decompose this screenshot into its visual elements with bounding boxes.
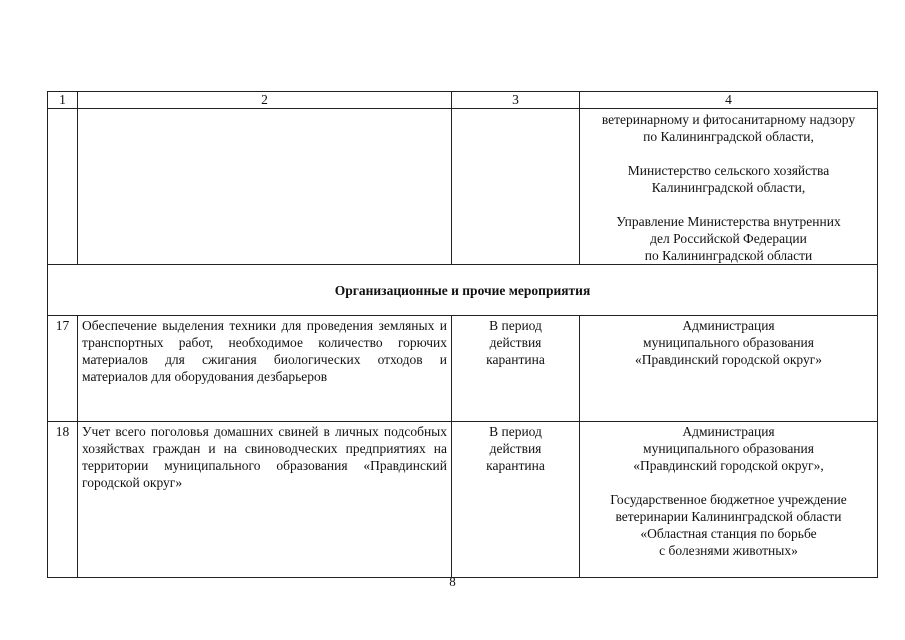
page-number: 8: [449, 574, 456, 589]
column-number-row: [48, 92, 878, 109]
org-line: по Калининградской области,: [643, 129, 814, 144]
column-number-2: 2: [78, 92, 452, 109]
org-line: по Калининградской области: [644, 248, 813, 263]
org-line: Калининградской области,: [651, 180, 806, 195]
org-line: «Правдинский городской округ»,: [633, 458, 824, 473]
org-line: Администрация: [682, 424, 775, 439]
row-responsible: [580, 316, 878, 422]
row-description: Обеспечение выделения техники для проведения земляных и транспортных работ, необходимое количество горючих материалов для сжигания биологических отходов и материалов для оборудования дезбарьеров: [78, 316, 452, 422]
table-row: [48, 422, 878, 578]
org-line: дел Российской Федерации: [650, 231, 807, 246]
continuation-row: [48, 109, 878, 265]
org-line: с болезнями животных»: [659, 543, 798, 558]
period-line: действия: [489, 335, 542, 350]
continuation-text-cell: [78, 109, 452, 265]
period-line: карантина: [486, 458, 545, 473]
org-line: Министерство сельского хозяйства: [627, 163, 830, 178]
section-row: [48, 265, 878, 316]
column-number-4: 4: [580, 92, 878, 109]
org-line: «Правдинский городской округ»: [634, 352, 823, 367]
org-line: муниципального образования: [643, 441, 814, 456]
org-line: «Областная станция по борьбе: [640, 526, 817, 541]
row-responsible: [580, 422, 878, 578]
row-period: [452, 316, 580, 422]
continuation-period-cell: [452, 109, 580, 265]
org-line: Государственное бюджетное учреждение: [610, 492, 847, 507]
period-line: В период: [489, 318, 542, 333]
continuation-num-cell: [48, 109, 78, 265]
column-number-3: 3: [452, 92, 580, 109]
period-line: В период: [489, 424, 542, 439]
column-number-1: 1: [48, 92, 78, 109]
period-line: карантина: [486, 352, 545, 367]
org-line: Управление Министерства внутренних: [616, 214, 841, 229]
period-line: действия: [489, 441, 542, 456]
org-line: муниципального образования: [643, 335, 814, 350]
row-description: Учет всего поголовья домашних свиней в личных подсобных хозяйствах граждан и на свиноводческих предприятиях на территории муниципального образования «Правдинский городской округ»: [78, 422, 452, 578]
row-number: 17: [48, 316, 78, 422]
table-row: [48, 316, 878, 422]
row-period: [452, 422, 580, 578]
org-line: Администрация: [682, 318, 775, 333]
org-line: ветеринарному и фитосанитарному надзору: [601, 112, 856, 127]
measures-table: [47, 91, 878, 578]
continuation-orgs-cell: [580, 109, 878, 265]
row-number: 18: [48, 422, 78, 578]
org-line: ветеринарии Калининградской области: [615, 509, 842, 524]
section-title: Организационные и прочие мероприятия: [48, 265, 878, 316]
